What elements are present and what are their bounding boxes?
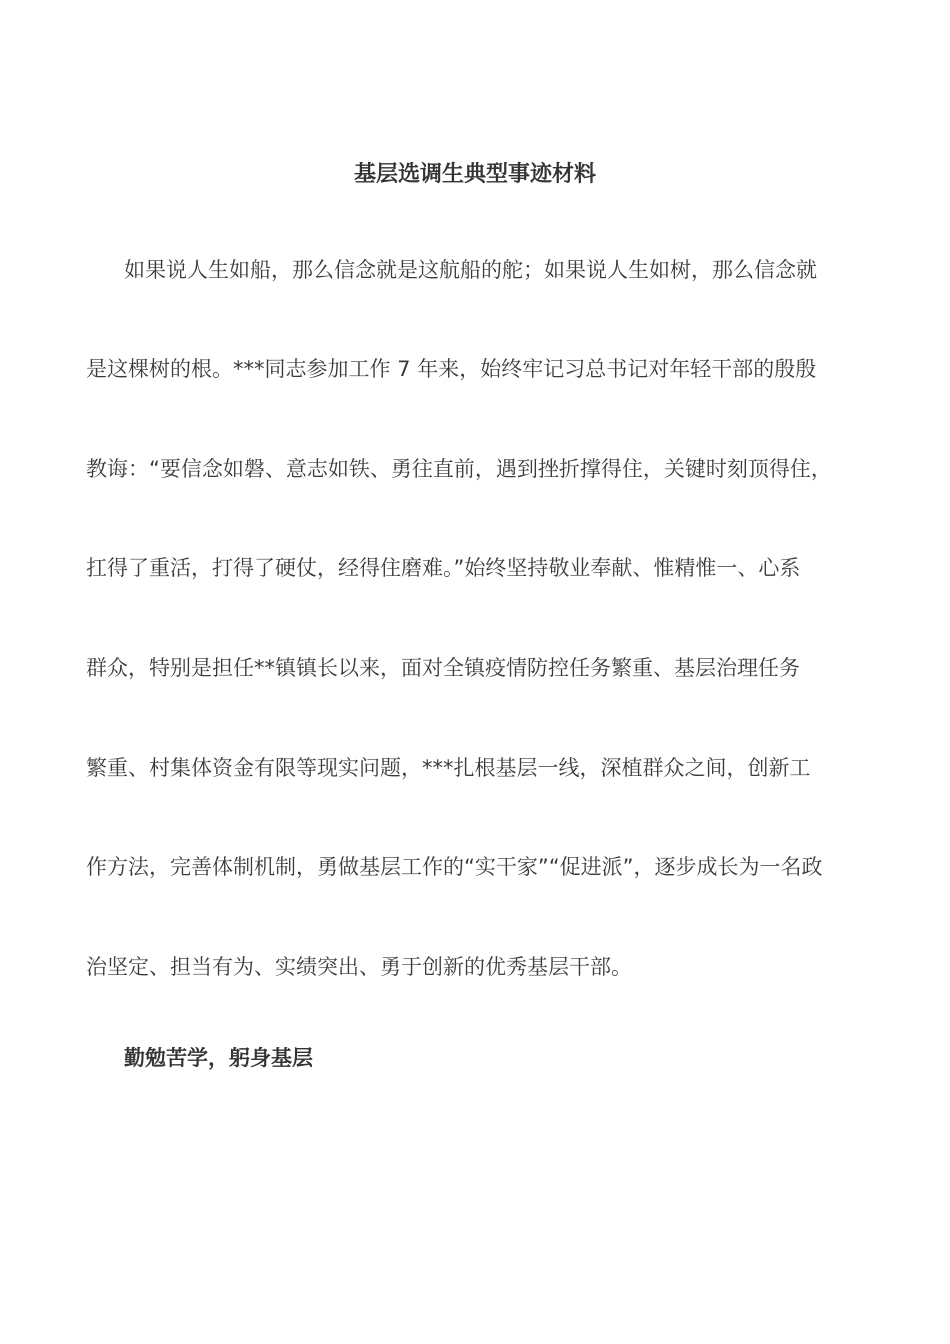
- paragraph-line: 作方法，完善体制机制，勇做基层工作的“实干家”“促进派”，逐步成长为一名政: [86, 855, 823, 879]
- paragraph-line: 扛得了重活，打得了硬仗，经得住磨难。”始终坚持敬业奉献、惟精惟一、心系: [86, 556, 801, 580]
- paragraph-line: 繁重、村集体资金有限等现实问题，***扎根基层一线，深植群众之间，创新工: [86, 756, 811, 780]
- paragraph-line: 治坚定、担当有为、实绩突出、勇于创新的优秀基层干部。: [86, 955, 632, 979]
- paragraph-line: 教诲：“要信念如磐、意志如铁、勇往直前，遇到挫折撑得住，关键时刻顶得住，: [86, 457, 832, 481]
- paragraph-line: 如果说人生如船，那么信念就是这航船的舵；如果说人生如树，那么信念就: [124, 258, 817, 282]
- document-title: 基层选调生典型事迹材料: [353, 162, 596, 187]
- paragraph-line: 群众，特别是担任**镇镇长以来，面对全镇疫情防控任务繁重、基层治理任务: [86, 656, 800, 680]
- section-subheading: 勤勉苦学，躬身基层: [124, 1046, 313, 1070]
- paragraph-line: 是这棵树的根。***同志参加工作 7 年来，始终牢记习总书记对年轻干部的殷殷: [86, 357, 817, 381]
